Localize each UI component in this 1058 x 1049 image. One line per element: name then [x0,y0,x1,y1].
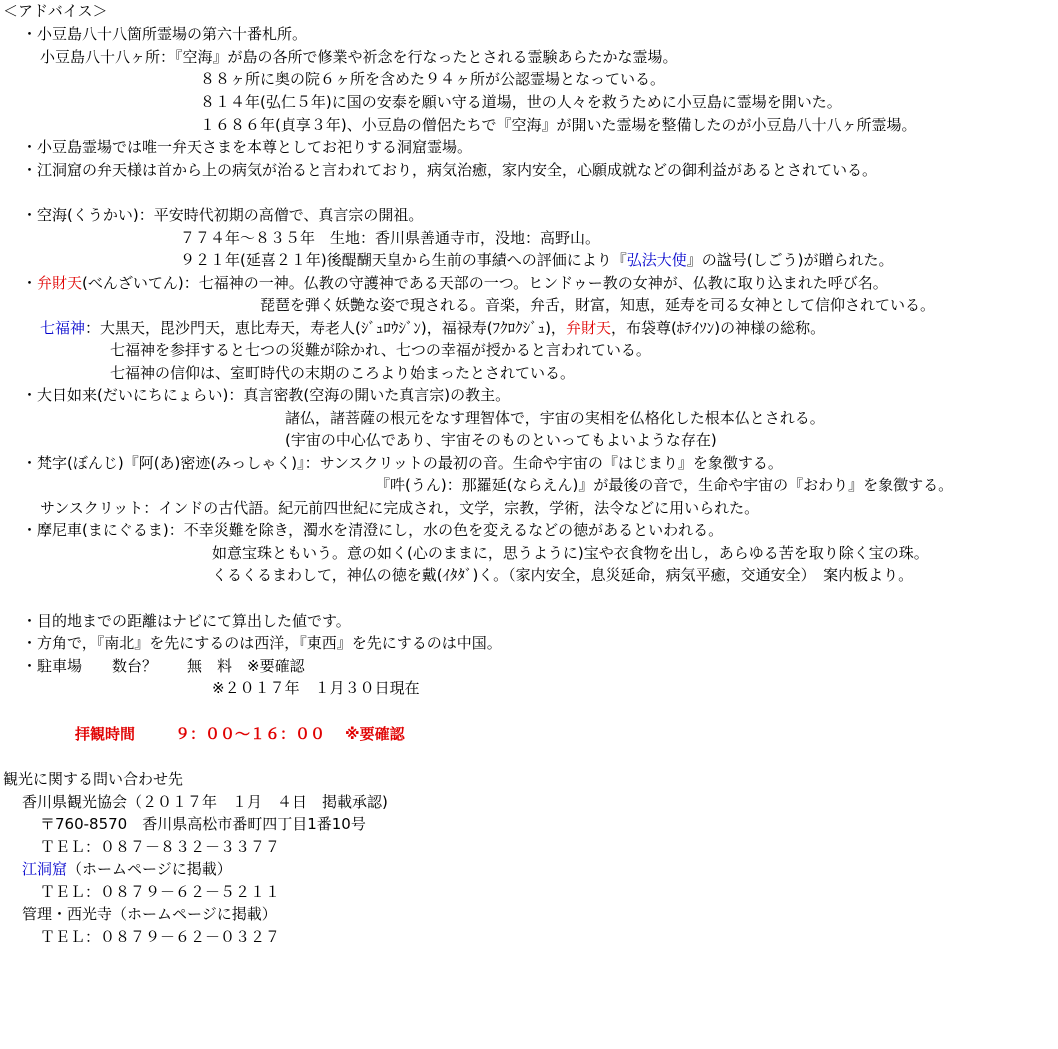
benzaiten-term: 弁財天 [565,319,611,337]
advice-line: ・方角で，『南北』を先にするのは西洋，『東西』を先にするのは中国。 [22,634,502,652]
advice-line: サンスクリット：インドの古代語。紀元前四世紀に完成され，文学，宗教，学術，法令などに用いられた。 [40,499,760,517]
advice-line: 琵琶を弾く妖艶な姿で現される。音楽，弁舌，財富，知恵，延寿を司る女神として信仰されている。 [260,296,936,314]
advice-line: 『吽(うん)：那羅延(ならえん)』が最後の音で，生命や宇宙の『おわり』を象徴する。 [375,476,954,494]
contact-heading: 観光に関する問い合わせ先 [3,770,184,788]
shichifukujin-term: 七福神 [40,319,86,337]
advice-line: 小豆島八十八ヶ所：『空海』が島の各所で修業や祈念を行なったとされる霊験あらたかな霊場。 [40,48,678,66]
advice-heading: ＜アドバイス＞ [3,2,108,20]
tourism-association: 香川県観光協会（２０１７年 １月 ４日 掲載承認) [22,793,388,811]
benzaiten-term: 弁財天 [37,274,83,292]
advice-line: 七福神：大黒天，毘沙門天，恵比寿天，寿老人(ｼﾞｭﾛｳｼﾞﾝ)，福禄寿(ﾌｸﾛｸｼﾞｭ)，弁財天，布袋尊(ﾎﾃｲｿﾝ)の神様の総称。 [40,319,826,337]
visiting-hours-time: ９：００～１６：００ [175,725,326,743]
advice-line: くるくるまわして，神仏の徳を戴(ｲﾀﾀﾞ)く。（家内安全，息災延命，病気平癒，交通安全） 案内板より。 [212,566,914,584]
advice-line: (宇宙の中心仏であり、宇宙そのものといってもよいような存在) [285,431,717,449]
parking-date: ※２０１７年 １月３０日現在 [212,679,420,697]
advice-line: ８８ヶ所に奥の院６ヶ所を含めた９４ヶ所が公認霊場となっている。 [200,70,666,88]
advice-line: ・目的地までの距離はナビにて算出した値です。 [22,612,351,630]
tourism-tel: ＴＥＬ：０８７－８３２－３３７７ [40,838,281,856]
tourism-address: 〒760-8570 香川県高松市番町四丁目1番10号 [40,815,366,833]
advice-line: 七福神を参拝すると七つの災難が除かれ、七つの幸福が授かると言われている。 [110,341,651,359]
advice-line: 如意宝珠ともいう。意の如く(心のままに，思うように)宝や衣食物を出し，あらゆる苦を取り除く宝の珠。 [212,544,929,562]
advice-line: 七福神の信仰は、室町時代の末期のころより始まったとされている。 [110,364,576,382]
advice-line: 諸仏，諸菩薩の根元をなす理智体で，宇宙の実相を仏格化した根本仏とされる。 [285,409,825,427]
advice-line: ・梵字(ぼんじ)『阿(あ)密迹(みっしゃく)』：サンスクリットの最初の音。生命や宇宙の『はじまり』を象徴する。 [22,454,783,472]
kobo-daishi-term: 弘法大使 [626,251,687,269]
cave-contact: 江洞窟（ホームページに掲載） [22,860,232,878]
cave-tel: ＴＥＬ：０８７９－６２－５２１１ [40,883,281,901]
parking-line: ・駐車場 数台？ 無 料 ※要確認 [22,657,305,675]
advice-line: ・江洞窟の弁天様は首から上の病気が治ると言われており，病気治癒，家内安全，心願成就などの御利益があるとされている。 [22,161,878,179]
visiting-hours-note: ※要確認 [345,725,405,743]
visiting-hours [75,725,405,743]
advice-line: ・摩尼車(まにぐるま)：不幸災難を除き，濁水を清澄にし，水の色を変えるなどの徳があるといわれる。 [22,521,724,539]
advice-line: ・小豆島霊場では唯一弁天さまを本尊としてお祀りする洞窟霊場。 [22,138,473,156]
advice-line: ９２１年(延喜２１年)後醍醐天皇から生前の事績への評価により『弘法大使』の諡号(しごう)が贈られた。 [180,251,894,269]
temple-tel: ＴＥＬ：０８７９－６２－０３２７ [40,928,281,946]
advice-line: １６８６年(貞享３年)、小豆島の僧侶たちで『空海』が開いた霊場を整備したのが小豆島八十八ヶ所霊場。 [200,116,917,134]
advice-line: ・弁財天(べんざいてん)：七福神の一神。仏教の守護神である天部の一つ。ヒンドゥー教の女神が、仏教に取り込まれた呼び名。 [22,274,888,292]
advice-line: ・大日如来(だいにちにょらい)：真言密教(空海の開いた真言宗)の教主。 [22,386,511,404]
temple-contact: 管理・西光寺（ホームページに掲載） [22,905,277,923]
cave-name: 江洞窟 [22,860,68,878]
advice-line: ・空海(くうかい)：平安時代初期の高僧で、真言宗の開祖。 [22,206,424,224]
advice-line: ・小豆島八十八箇所霊場の第六十番札所。 [22,25,308,43]
advice-line: ８１４年(弘仁５年)に国の安泰を願い守る道場，世の人々を救うために小豆島に霊場を開いた。 [200,93,842,111]
advice-line: ７７４年～８３５年 生地：香川県善通寺市，没地：高野山。 [180,229,601,247]
visiting-hours-label: 拝観時間 [75,725,136,743]
